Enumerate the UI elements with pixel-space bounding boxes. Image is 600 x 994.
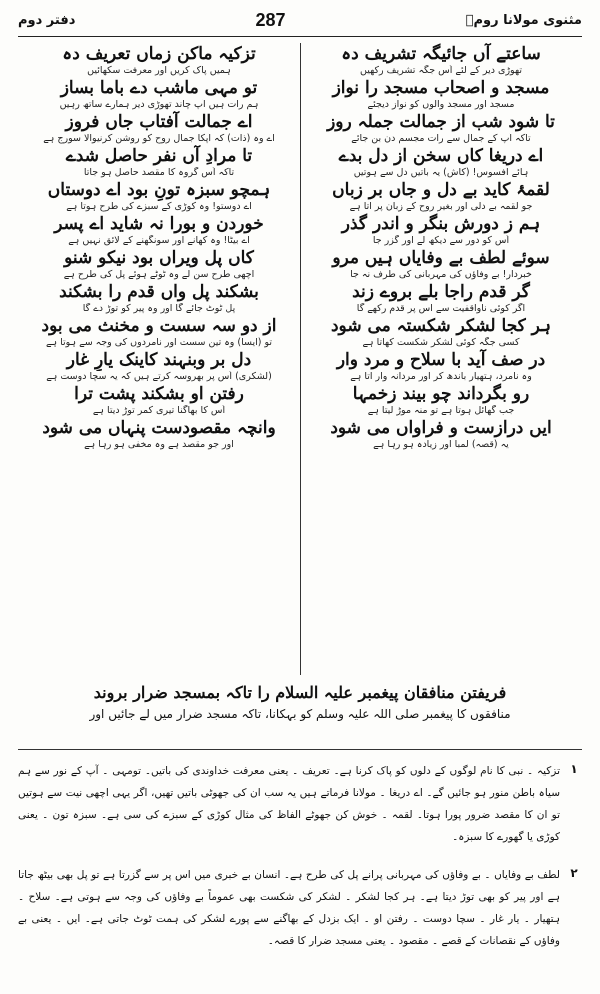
persian-verse: خوردن و بورا نہ شاید اے پسر — [54, 214, 264, 234]
persian-verse: تا مرادِ آں نفر حاصل شدے — [65, 146, 253, 166]
stanza — [308, 417, 574, 451]
footnote — [18, 864, 582, 952]
stanza — [308, 383, 574, 417]
urdu-translation: اے بیٹا! وہ کھانے اور سونگھنے کے لائق نہیں ہے — [68, 235, 250, 246]
stanza — [308, 179, 574, 213]
persian-verse: در صف آید با سلاح و مرد وار — [336, 350, 546, 370]
persian-verse: سوئے لطف بے وفایاں ہیں مرو — [332, 248, 550, 268]
urdu-translation: تھوڑی دیر کے لئے اُس جگہ تشریف رکھیں — [360, 65, 522, 76]
persian-verse: تا شود شب از جمالت جملہ روز — [327, 112, 555, 132]
footnotes — [18, 760, 582, 952]
persian-verse: ہمچو سبزہ تونِ بود اے دوستاں — [47, 180, 271, 200]
footnote — [18, 760, 582, 848]
section-subtitle: منافقوں کا پیغمبر صلی اللہ علیہ وسلم کو بہکانا، تاکہ مسجد ضرار میں لے جائیں اور — [89, 707, 511, 721]
stanza — [26, 111, 292, 145]
persian-verse: ہر کجا لشکر شکستہ می شود — [330, 316, 552, 336]
page-number: 287 — [255, 9, 286, 30]
persian-verse: ہم ز دورش بنگر و اندر گذر — [341, 214, 541, 234]
stanza — [308, 213, 574, 247]
urdu-translation: اگر کوئی ناواقفیت سے اس پر قدم رکھے گا — [356, 303, 526, 314]
footnote-text: تزکیہ ۔ نبی کا نام لوگوں کے دلوں کو پاک کرنا ہے۔ تعریف ۔ یعنی معرفت خداوندی کی باتیں۔ تومہی ۔ آپ کے نور سے ہم سیاہ باطن منور ہو جائیں گے۔ اے دریغا ۔ مولانا فرماتے ہیں یہ سب ان کی جھوٹی باتیں تھیں، اگر یہی اچھی نیت سے ہوتیں تو ان کا مقصد ضرور پورا ہوتا۔ لقمہ ۔ خوش کن جھوٹے الفاظ کی مثال کوڑی کے سبزے کی سی ہے۔ سبزہ تون ۔ یعنی کوڑی یا گھورے کا سبزہ۔ — [18, 765, 560, 843]
volume-label: دفتر دوم — [18, 12, 76, 28]
urdu-translation: تو (ایسا) وہ تین سست اور نامردوں کی وجہ سے ہوتا ہے — [45, 337, 273, 348]
persian-verse: رفتن او بشکند پشت ترا — [74, 384, 244, 404]
urdu-translation: (لشکری) اُس پر بھروسہ کرتے ہیں کہ یہ سچا دوست ہے — [46, 371, 272, 382]
stanza — [308, 111, 574, 145]
urdu-translation: اُس کا بھاگنا تیری کمر توڑ دیتا ہے — [92, 405, 226, 416]
left-column — [18, 39, 300, 681]
page-header — [18, 6, 582, 34]
urdu-translation: جو لقمہ بے دلی اور بغیر روح کے زبان پر آتا ہے — [349, 201, 533, 212]
persian-verse: تو مہی ماشب دے باما بساز — [60, 78, 258, 98]
persian-verse: بشکند پل واں قدم را بشکند — [59, 282, 259, 302]
stanza — [26, 417, 292, 451]
footnote-text: لطف بے وفایاں ۔ بے وفاؤں کی مہربانی پرانے پل کی طرح ہے۔ انسان بے خبری میں اس پر سے گزرتا ہے تو پل بھی بیٹھ جاتا ہے اور پیر کو بھی توڑ دیتا ہے۔ ہر کجا لشکر ۔ لشکر کی شکست بھی عموماً بے وفاؤں کی وجہ سے ہوتی ہے۔ سلاح ۔ ہتھیار ۔ یار غار ۔ سچا دوست ۔ رفتن او ۔ ایک بزدل کے بھاگنے سے پورے لشکر کی ہمت ٹوٹ جاتی ہے۔ ایں ۔ یعنی بے وفاؤں کے نقصانات کے قصے ۔ مقصود ۔ یعنی مسجد ضرار کا قصہ۔ — [18, 869, 560, 947]
urdu-translation: اے وہ (ذات) کہ آپکا جمال روح کو روشن کرنیوالا سورج ہے — [43, 133, 275, 144]
stanza — [26, 213, 292, 247]
persian-verse: مسجد و اصحاب مسجد را نواز — [332, 78, 550, 98]
urdu-translation: وہ نامرد، ہتھیار باندھ کر اور مردانہ وار آتا ہے — [350, 371, 532, 382]
persian-verse: ایں درازست و فراواں می شود — [330, 418, 552, 438]
persian-verse: دل بر وبنہند کاینک یارِ غار — [66, 350, 252, 370]
book-title: مثنوی مولانا رومؒ — [465, 12, 582, 28]
urdu-translation: پل ٹوٹ جائے گا اور وہ پیر کو توڑ دے گا — [82, 303, 236, 314]
stanza — [26, 43, 292, 77]
stanza — [308, 247, 574, 281]
urdu-translation: یہ (قصہ) لمبا اور زیادہ ہو رہا ہے — [373, 439, 509, 450]
urdu-translation: اور جو مقصد ہے وہ مخفی ہو رہا ہے — [84, 439, 234, 450]
stanza — [308, 145, 574, 179]
persian-verse: وانچہ مقصودست پنہاں می شود — [42, 418, 276, 438]
persian-verse: ساعتے آں جائیگہ تشریف دہ — [341, 44, 541, 64]
column-divider — [300, 43, 301, 675]
urdu-translation: اُس کو دور سے دیکھ لے اور گزر جا — [372, 235, 510, 246]
urdu-translation: کسی جگہ کوئی لشکر شکست کھاتا ہے — [362, 337, 520, 348]
section-title: فریفتن منافقان پیغمبر علیہ السلام را تاکہ بمسجد ضرار بروند — [93, 683, 507, 702]
persian-verse: تزکیہ ماکن زماں تعریف دہ — [62, 44, 256, 64]
stanza — [26, 281, 292, 315]
persian-verse: اے جمالت آفتاب جاں فروز — [65, 112, 253, 132]
footnote-marker: ۲ — [570, 866, 578, 880]
stanza — [26, 315, 292, 349]
stanza — [26, 77, 292, 111]
persian-verse: کاں پل ویراں بود نیکو شنو — [64, 248, 254, 268]
persian-verse: از دو سہ سست و مخنث می بود — [41, 316, 277, 336]
persian-verse: گر قدم راجا بلے بروے زند — [352, 282, 530, 302]
persian-verse: رو بگرداند چو بیند زخمہا — [352, 384, 530, 404]
urdu-translation: اے دوستو! وہ کوڑی کے سبزے کی طرح ہوتا ہے — [66, 201, 252, 212]
stanza — [308, 315, 574, 349]
stanza — [308, 77, 574, 111]
right-column — [300, 39, 582, 681]
urdu-translation: تاکہ آپ کے جمال سے رات مجسم دن بن جائے — [351, 133, 531, 144]
urdu-translation: اچھی طرح سن لے وہ ٹوٹے ہوئے پل کی طرح ہے — [63, 269, 255, 280]
stanza — [26, 383, 292, 417]
persian-verse: اے دریغا کاں سخن از دل بدے — [338, 146, 544, 166]
stanza — [26, 145, 292, 179]
stanza — [308, 281, 574, 315]
verse-columns — [18, 39, 582, 681]
urdu-translation: ہمیں پاک کریں اور معرفت سکھائیں — [87, 65, 231, 76]
stanza — [26, 179, 292, 213]
footnote-rule — [18, 749, 582, 750]
stanza — [308, 349, 574, 383]
urdu-translation: مسجد اور مسجد والوں کو نواز دیجئے — [367, 99, 515, 110]
urdu-translation: جب گھائل ہوتا ہے تو منہ موڑ لیتا ہے — [367, 405, 515, 416]
stanza — [308, 43, 574, 77]
urdu-translation: ہائے افسوس! (کاش) یہ باتیں دل سے ہوتیں — [353, 167, 529, 178]
header-rule — [18, 36, 582, 37]
stanza — [26, 349, 292, 383]
urdu-translation: تاکہ اُس گروہ کا مقصد حاصل ہو جاتا — [83, 167, 235, 178]
section-heading — [18, 681, 582, 723]
stanza — [26, 247, 292, 281]
persian-verse: لقمۂ کاید بے دل و جاں بر زباں — [332, 180, 550, 200]
urdu-translation: خبردار! بے وفاؤں کی مہربانی کی طرف نہ جا — [350, 269, 532, 280]
urdu-translation: ہم رات ہیں آپ چاند تھوڑی دیر ہمارے ساتھ رہیں — [59, 99, 259, 110]
footnote-marker: ۱ — [570, 762, 578, 776]
